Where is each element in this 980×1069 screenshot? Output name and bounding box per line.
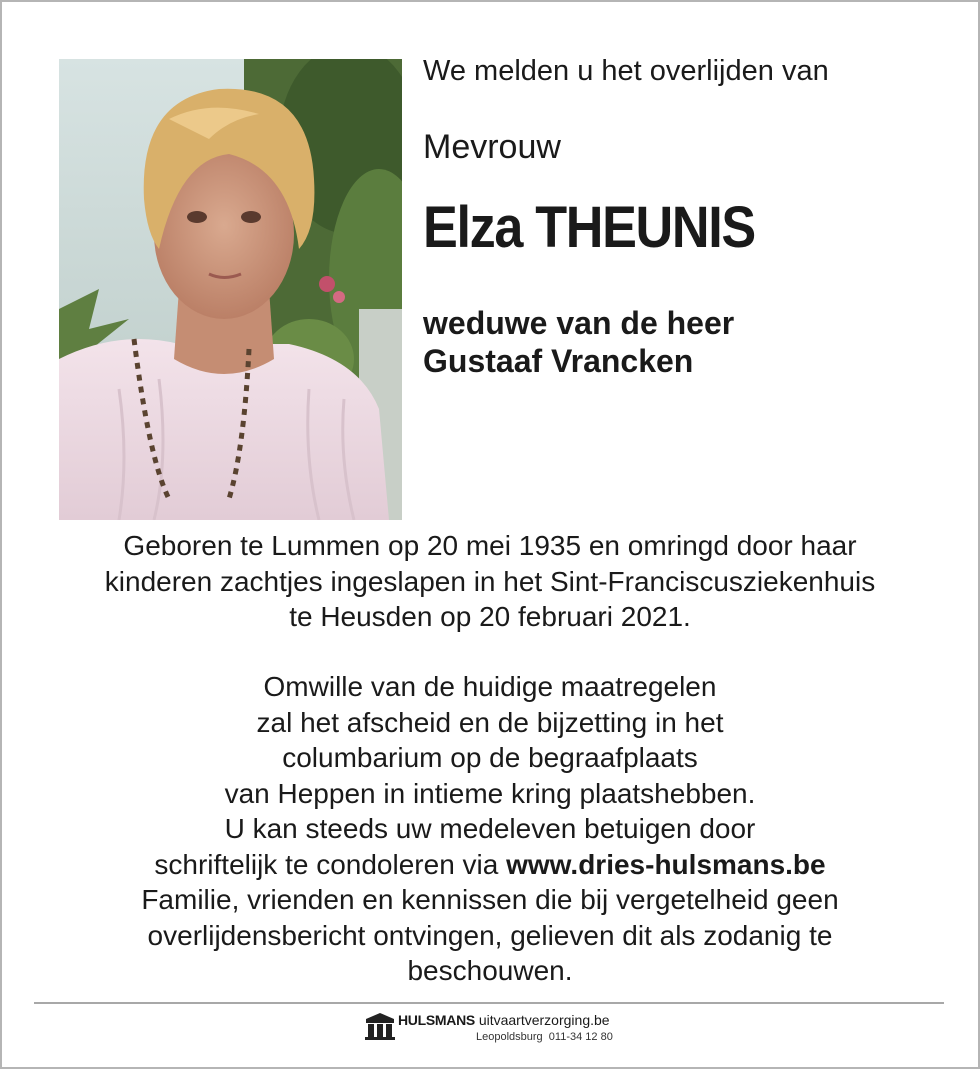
message-line: Omwille van de huidige maatregelen <box>263 671 717 702</box>
message-paragraph <box>40 669 940 989</box>
footer-city: Leopoldsburg <box>476 1031 543 1043</box>
deceased-name: Elza THEUNIS <box>423 195 755 260</box>
brand-domain[interactable]: uitvaartverzorging.be <box>478 1012 610 1028</box>
condolence-line <box>40 847 940 883</box>
spouse-line: weduwe van de heer <box>423 305 735 341</box>
birth-line: kinderen zachtjes ingeslapen in het Sint-Franciscusziekenhuis <box>104 565 876 597</box>
closing-line: beschouwen. <box>407 955 573 986</box>
message-line: U kan steeds uw medeleven betuigen door <box>224 813 756 844</box>
footer-divider <box>34 1002 944 1004</box>
hulsmans-logo-icon <box>364 1011 396 1041</box>
portrait-photo <box>59 59 402 520</box>
message-line: zal het afscheid en de bijzetting in het <box>256 706 724 738</box>
footer-phone: 011-34 12 80 <box>548 1031 613 1043</box>
message-line: columbarium op de begraafplaats <box>282 742 698 773</box>
closing-line: Familie, vrienden en kennissen die bij vergetelheid geen <box>141 884 839 915</box>
birth-line: te Heusden op 20 februari 2021. <box>289 601 691 632</box>
closing-line: overlijdensbericht ontvingen, gelieven dit als zodanig te <box>147 919 833 951</box>
footer-brand <box>398 1012 610 1028</box>
birth-line: Geboren te Lummen op 20 mei 1935 en omringd door haar <box>123 530 857 561</box>
intro-text: We melden u het overlijden van <box>423 55 829 87</box>
birth-paragraph <box>40 528 940 635</box>
condolence-prefix: schriftelijk te condoleren via <box>154 848 507 880</box>
spouse-name: Gustaaf Vrancken <box>423 343 694 379</box>
brand-name: HULSMANS <box>398 1012 475 1028</box>
honorific-title: Mevrouw <box>423 128 561 166</box>
website-link[interactable]: www.dries-hulsmans.be <box>506 848 826 880</box>
message-line: van Heppen in intieme kring plaatshebben. <box>224 777 756 809</box>
footer-contact <box>476 1031 613 1044</box>
spouse-info <box>423 304 734 380</box>
